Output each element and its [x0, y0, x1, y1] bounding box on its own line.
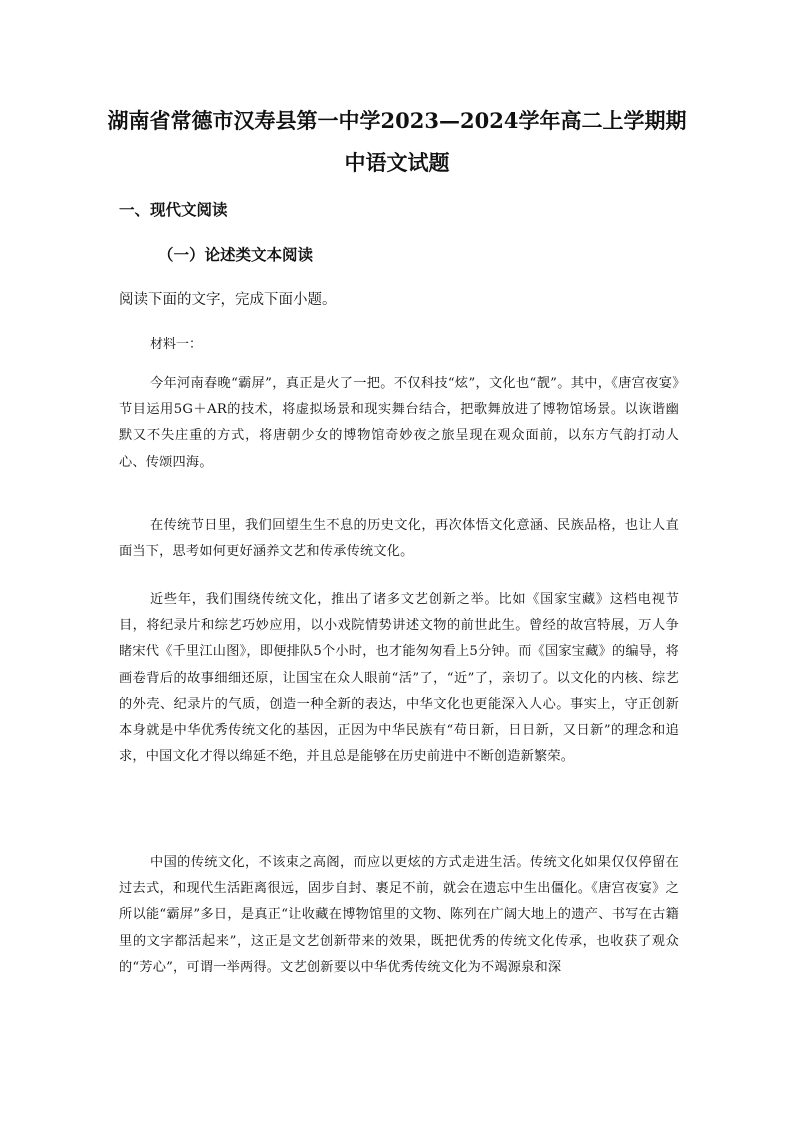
material-label: 材料一： — [150, 337, 203, 352]
document-title: 湖南省常德市汉寿县第一中学2023—2024学年高二上学期期中语文试题 — [107, 108, 687, 175]
section-heading: 一、现代文阅读 — [119, 200, 228, 219]
sub-heading: （一）论述类文本阅读 — [158, 245, 314, 264]
paragraph: 在传统节日里，我们回望生生不息的历史文化，再次体悟文化意涵、民族品格，也让人直面当下，思考如何更好涵养文艺和传承传统文化。 — [119, 518, 679, 560]
paragraph: 今年河南春晚“霸屏”，真正是火了一把。不仅科技“炫”，文化也“靓”。其中，《唐宫夜宴》节目运用5G＋AR的技术，将虚拟场景和现实舞台结合，把歌舞放进了博物馆场景。以诙谐幽默又不失庄重的方式，将唐朝少女的博物馆奇妙夜之旅呈现在观众面前，以东方气韵打动人心、传颂四海。 — [119, 376, 679, 470]
paragraph: 中国的传统文化，不该束之高阁，而应以更炫的方式走进生活。传统文化如果仅仅停留在过去式，和现代生活距离很远，固步自封、裹足不前，就会在遗忘中生出僵化。《唐宫夜宴》之所以能“霸屏”多日，是真正“让收藏在博物馆里的文物、陈列在广阔大地上的遗产、书写在古籍里的文字都活起来”，这正是文艺创新带来的效果，既把优秀的传统文化传承，也收获了观众的“芳心”，可谓一举两得。文艺创新要以中华优秀传统文化为不竭源泉和深 — [119, 855, 679, 975]
reading-instruction: 阅读下面的文字，完成下面小题。 — [119, 292, 337, 308]
paragraph: 近些年，我们围绕传统文化，推出了诸多文艺创新之举。比如《国家宝藏》这档电视节目，将纪录片和综艺巧妙应用，以小戏院情势讲述文物的前世此生。曾经的故宫特展，万人争睹宋代《千里江山图》，即便排队5个小时，也才能匆匆看上5分钟。而《国家宝藏》的编导，将画卷背后的故事细细还原，让国宝在众人眼前“活”了，“近”了，亲切了。以文化的内核、综艺的外壳、纪录片的气质，创造一种全新的表达，中华文化也更能深入人心。事实上，守正创新本身就是中华优秀传统文化的基因，正因为中华民族有“苟日新，日日新，又日新”的理念和追求，中国文化才得以绵延不绝，并且总是能够在历史前进中不断创造新繁荣。 — [119, 592, 679, 765]
